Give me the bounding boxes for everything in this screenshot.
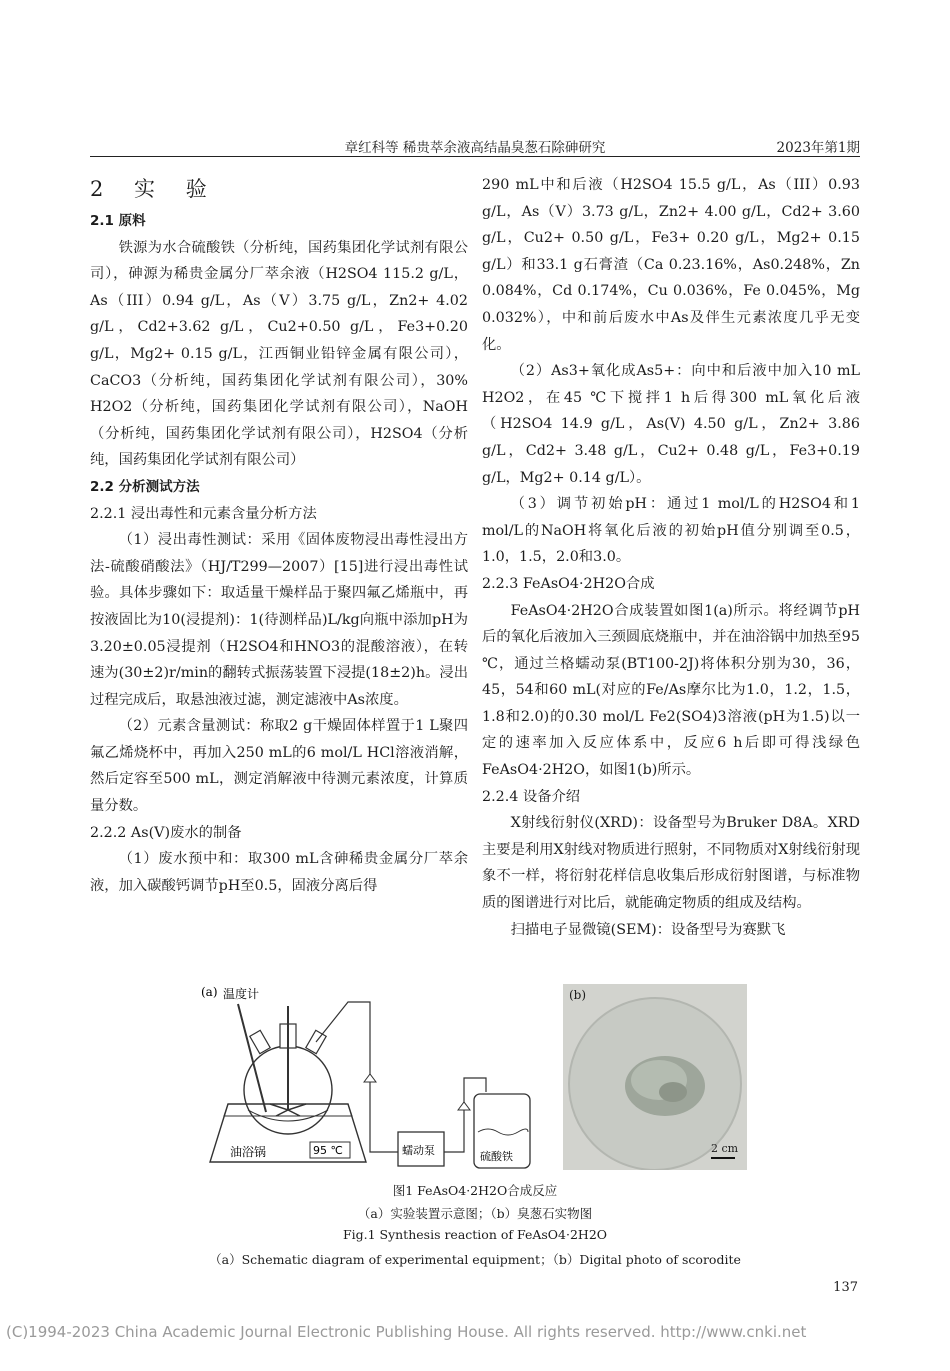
paragraph: （1）废水预中和：取300 mL含砷稀贵金属分厂萃余液，加入碳酸钙调节pH至0.5，固液分离后得 — [90, 851, 468, 894]
apparatus-schematic — [198, 982, 538, 1174]
panel-b-label: (b) — [569, 988, 587, 1002]
oil-bath-label: 油浴锅 — [230, 1145, 267, 1159]
running-header — [90, 134, 860, 157]
header-title: 章红科等 稀贵萃余液高结晶臭葱石除砷研究 — [344, 140, 606, 156]
figure-subcaption-cn: （a）实验装置示意图；（b）臭葱石实物图 — [357, 1206, 593, 1221]
paragraph: （3）调节初始pH：通过1 mol/L的H2SO4和1 mol/L的NaOH将氧化后液的初始pH值分别调至0.5，1.0，1.5，2.0和3.0。 — [482, 496, 860, 566]
panel-a-label: (a) — [201, 985, 218, 999]
pump-label: 蠕动泵 — [402, 1144, 435, 1157]
paragraph: 扫描电子显微镜(SEM)：设备型号为赛默飞 — [510, 921, 786, 938]
figure-caption-cn: 图1 FeAsO4·2H2O合成反应 — [392, 1183, 558, 1198]
thermometer — [238, 1004, 266, 1112]
thermometer-label: 温度计 — [223, 987, 260, 1001]
scorodite-photo — [563, 984, 747, 1170]
copyright-footer: (C)1994-2023 China Academic Journal Electronic Publishing House. All rights reserved. http://www.cnki.net — [6, 1323, 807, 1341]
subsubsection-heading: 2.2.4 设备介绍 — [482, 788, 581, 805]
right-column — [482, 172, 860, 943]
paragraph: （1）浸出毒性测试：采用《固体废物浸出毒性浸出方法-硫酸硝酸法》（HJ/T299—2007）[15]进行浸出毒性试验。具体步骤如下：取适量干燥样品于聚四氟乙烯瓶中，再按液固比为10(浸提剂)：1(待测样品)L/kg向瓶中添加pH为3.20±0.05浸提剂（H2SO4和HNO3的混酸溶液），在转速为(30±2)r/min的翻转式振荡装置下浸提(18±2)h。浸出过程完成后，取悬浊液过滤，测定滤液中As浓度。 — [90, 532, 468, 708]
figure-caption-en: Fig.1 Synthesis reaction of FeAsO4·2H2O — [342, 1227, 608, 1242]
subsection-heading: 2.2 分析测试方法 — [90, 478, 200, 495]
subsubsection-heading: 2.2.2 As(V)废水的制备 — [90, 824, 242, 841]
temperature-label: 95 ℃ — [313, 1144, 343, 1157]
paragraph: FeAsO4·2H2O合成装置如图1(a)所示。将经调节pH后的氧化后液加入三颈圆底烧瓶中，并在油浴锅中加热至95 ℃，通过兰格蠕动泵(BT100-2J)将体积分别为30，36，45，54和60 mL(对应的Fe/As摩尔比为1.0，1.2，1.5，1.8和2.0)的0.30 mol/L Fe2(SO4)3溶液(pH为1.5)以一定的速率加入反应体系中，反应6 h后即可得浅绿色FeAsO4·2H2O，如图1(b)所示。 — [482, 602, 860, 779]
paragraph: X射线衍射仪(XRD)：设备型号为Bruker D8A。XRD主要是利用X射线对物质进行照射，不同物质对X射线衍射现象不一样，将衍射花样信息收集后形成衍射图谱，与标准物质的图谱进行对比后，就能确定物质的组成及结构。 — [482, 815, 860, 912]
left-column — [90, 172, 468, 899]
figure-subcaption-en: （a）Schematic diagram of experimental equipment；（b）Digital photo of scorodite — [209, 1252, 741, 1267]
ferric-sulfate-label: 硫酸铁 — [480, 1150, 513, 1163]
subsubsection-heading: 2.2.3 FeAsO4·2H2O合成 — [482, 575, 655, 592]
paragraph: （2）元素含量测试：称取2 g干燥固体样置于1 L聚四氟乙烯烧杯中，再加入250 mL的6 mol/L HCl溶液消解，然后定容至500 mL，测定消解液中待测元素浓度，计算质量分数。 — [90, 718, 468, 815]
scale-bar-label: 2 cm — [711, 1142, 739, 1155]
section-title: 2 实 验 — [90, 177, 219, 201]
header-issue: 2023年第1期 — [776, 140, 860, 156]
page-number: 137 — [833, 1280, 858, 1295]
paragraph: （2）As3+氧化成As5+：向中和后液中加入10 mL H2O2，在45 ℃下搅拌1 h后得300 mL氧化后液（H2SO4 14.9 g/L，As(V) 4.50 g/L，Zn2+ 3.86 g/L，Cd2+ 3.48 g/L，Cu2+ 0.48 g/L，Fe3+0.19 g/L，Mg2+ 0.14 g/L）。 — [482, 363, 860, 486]
subsubsection-heading: 2.2.1 浸出毒性和元素含量分析方法 — [90, 505, 317, 522]
paragraph: 290 mL中和后液（H2SO4 15.5 g/L，As（III）0.93 g/L，As（V）3.73 g/L，Zn2+ 4.00 g/L，Cd2+ 3.60 g/L，Cu2+ 0.50 g/L，Fe3+ 0.20 g/L，Mg2+ 0.15 g/L）和33.1 g石膏渣（Ca 0.23.16%，As0.248%，Zn 0.084%，Cd 0.174%，Cu 0.036%，Fe 0.045%，Mg 0.032%），中和前后废水中As及伴生元素浓度几乎无变化。 — [482, 177, 860, 353]
paragraph: 铁源为水合硫酸铁（分析纯，国药集团化学试剂有限公司），砷源为稀贵金属分厂萃余液（H2SO4 115.2 g/L，As（III）0.94 g/L，As（V）3.75 g/L，Zn2+ 4.02 g/L，Cd2+3.62 g/L，Cu2+0.50 g/L，Fe3+0.20 g/L，Mg2+ 0.15 g/L，江西铜业铅锌金属有限公司），CaCO3（分析纯，国药集团化学试剂有限公司），30% H2O2（分析纯，国药集团化学试剂有限公司），NaOH（分析纯，国药集团化学试剂有限公司），H2SO4（分析纯，国药集团化学试剂有限公司） — [90, 239, 468, 469]
subsection-heading: 2.1 原料 — [90, 213, 146, 229]
